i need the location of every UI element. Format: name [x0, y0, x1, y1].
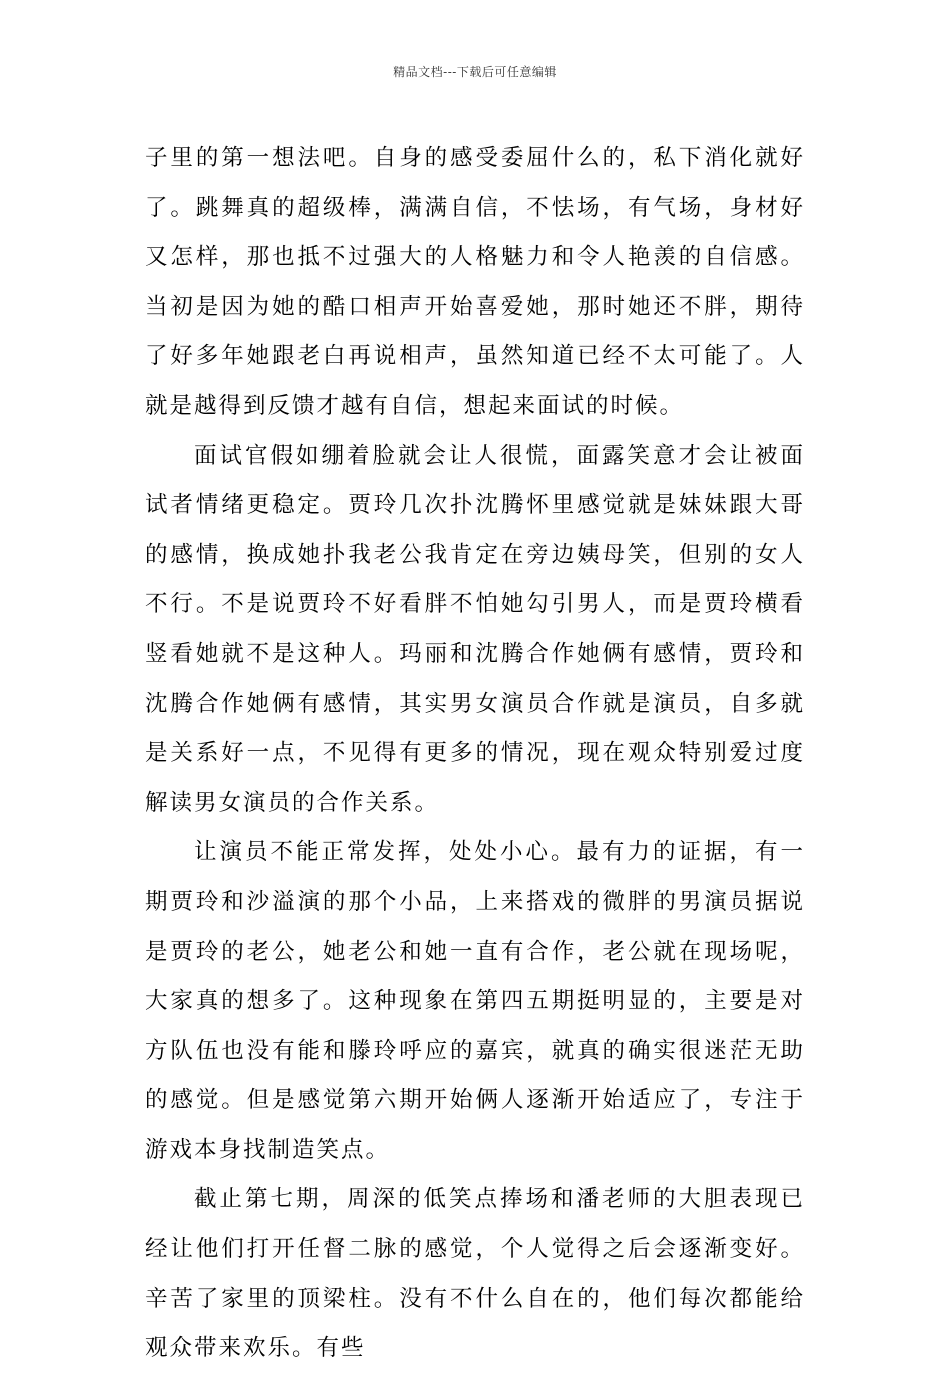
paragraph-3: 让演员不能正常发挥，处处小心。最有力的证据，有一期贾玲和沙溢演的那个小品，上来搭戏的微胖的男演员据说是贾玲的老公，她老公和她一直有合作，老公就在现场呢，大家真的想多了。这种现象在第四五期挺明显的，主要是对方队伍也没有能和滕玲呼应的嘉宾，就真的确实很迷茫无助的感觉。但是感觉第六期开始俩人逐渐开始适应了，专注于游戏本身找制造笑点。: [145, 839, 805, 1163]
paragraph-2: 面试官假如绷着脸就会让人很慌，面露笑意才会让被面试者情绪更稳定。贾玲几次扑沈腾怀里感觉就是妹妹跟大哥的感情，换成她扑我老公我肯定在旁边姨母笑，但别的女人不行。不是说贾玲不好看胖不怕她勾引男人，而是贾玲横看竖看她就不是这种人。玛丽和沈腾合作她俩有感情，贾玲和沈腾合作她俩有感情，其实男女演员合作就是演员，自多就是关系好一点，不见得有更多的情况，现在观众特别爱过度解读男女演员的合作关系。: [145, 442, 805, 816]
document-body: [145, 134, 805, 1374]
paragraph-4: 截止第七期，周深的低笑点捧场和潘老师的大胆表现已经让他们打开任督二脉的感觉，个人觉得之后会逐渐变好。辛苦了家里的顶梁柱。没有不什么自在的，他们每次都能给观众带来欢乐。有些: [145, 1186, 805, 1362]
paragraph-1: 子里的第一想法吧。自身的感受委屈什么的，私下消化就好了。跳舞真的超级棒，满满自信，不怯场，有气场，身材好又怎样，那也抵不过强大的人格魅力和令人艳羡的自信感。当初是因为她的酷口相声开始喜爱她，那时她还不胖，期待了好多年她跟老白再说相声，虽然知道已经不太可能了。人就是越得到反馈才越有自信，想起来面试的时候。: [145, 145, 805, 419]
page-header: 精品文档---下载后可任意编辑: [393, 65, 557, 79]
